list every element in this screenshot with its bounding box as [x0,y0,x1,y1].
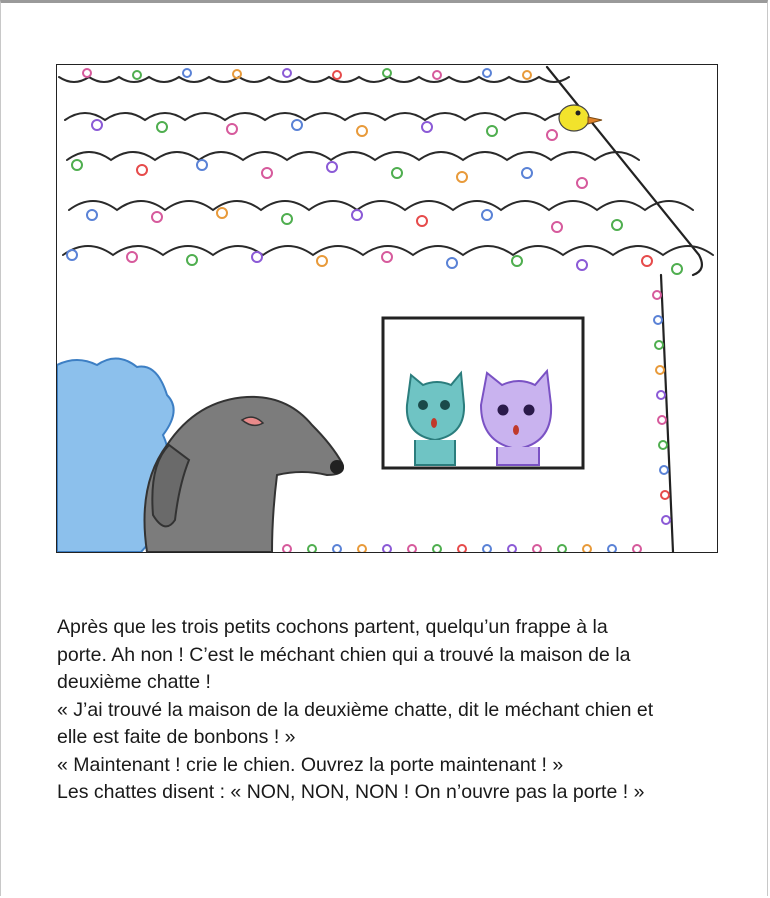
story-line: Les chattes disent : « NON, NON, NON ! On n’ouvre pas la porte ! » [57,781,645,803]
story-line: deuxième chatte ! [57,671,211,693]
story-line: elle est faite de bonbons ! » [57,726,296,748]
roof-candies [67,69,682,274]
story-line: « J’ai trouvé la maison de la deuxième chatte, dit le méchant chien et [57,698,654,721]
story-line: porte. Ah non ! C’est le méchant chien qui a trouvé la maison de la [57,643,631,666]
candy-roof [59,77,713,255]
house-wall [661,275,673,552]
teal-cat-icon [407,373,464,465]
illustration [56,64,718,553]
roof-edge [547,67,702,275]
story-line: Après que les trois petits cochons partent, quelqu’un frappe à la [57,616,608,638]
story-text [57,614,737,807]
story-line: « Maintenant ! crie le chien. Ouvrez la porte maintenant ! » [57,753,564,776]
candy-house [547,67,702,552]
window [383,318,583,468]
gray-dog-icon [145,397,345,552]
